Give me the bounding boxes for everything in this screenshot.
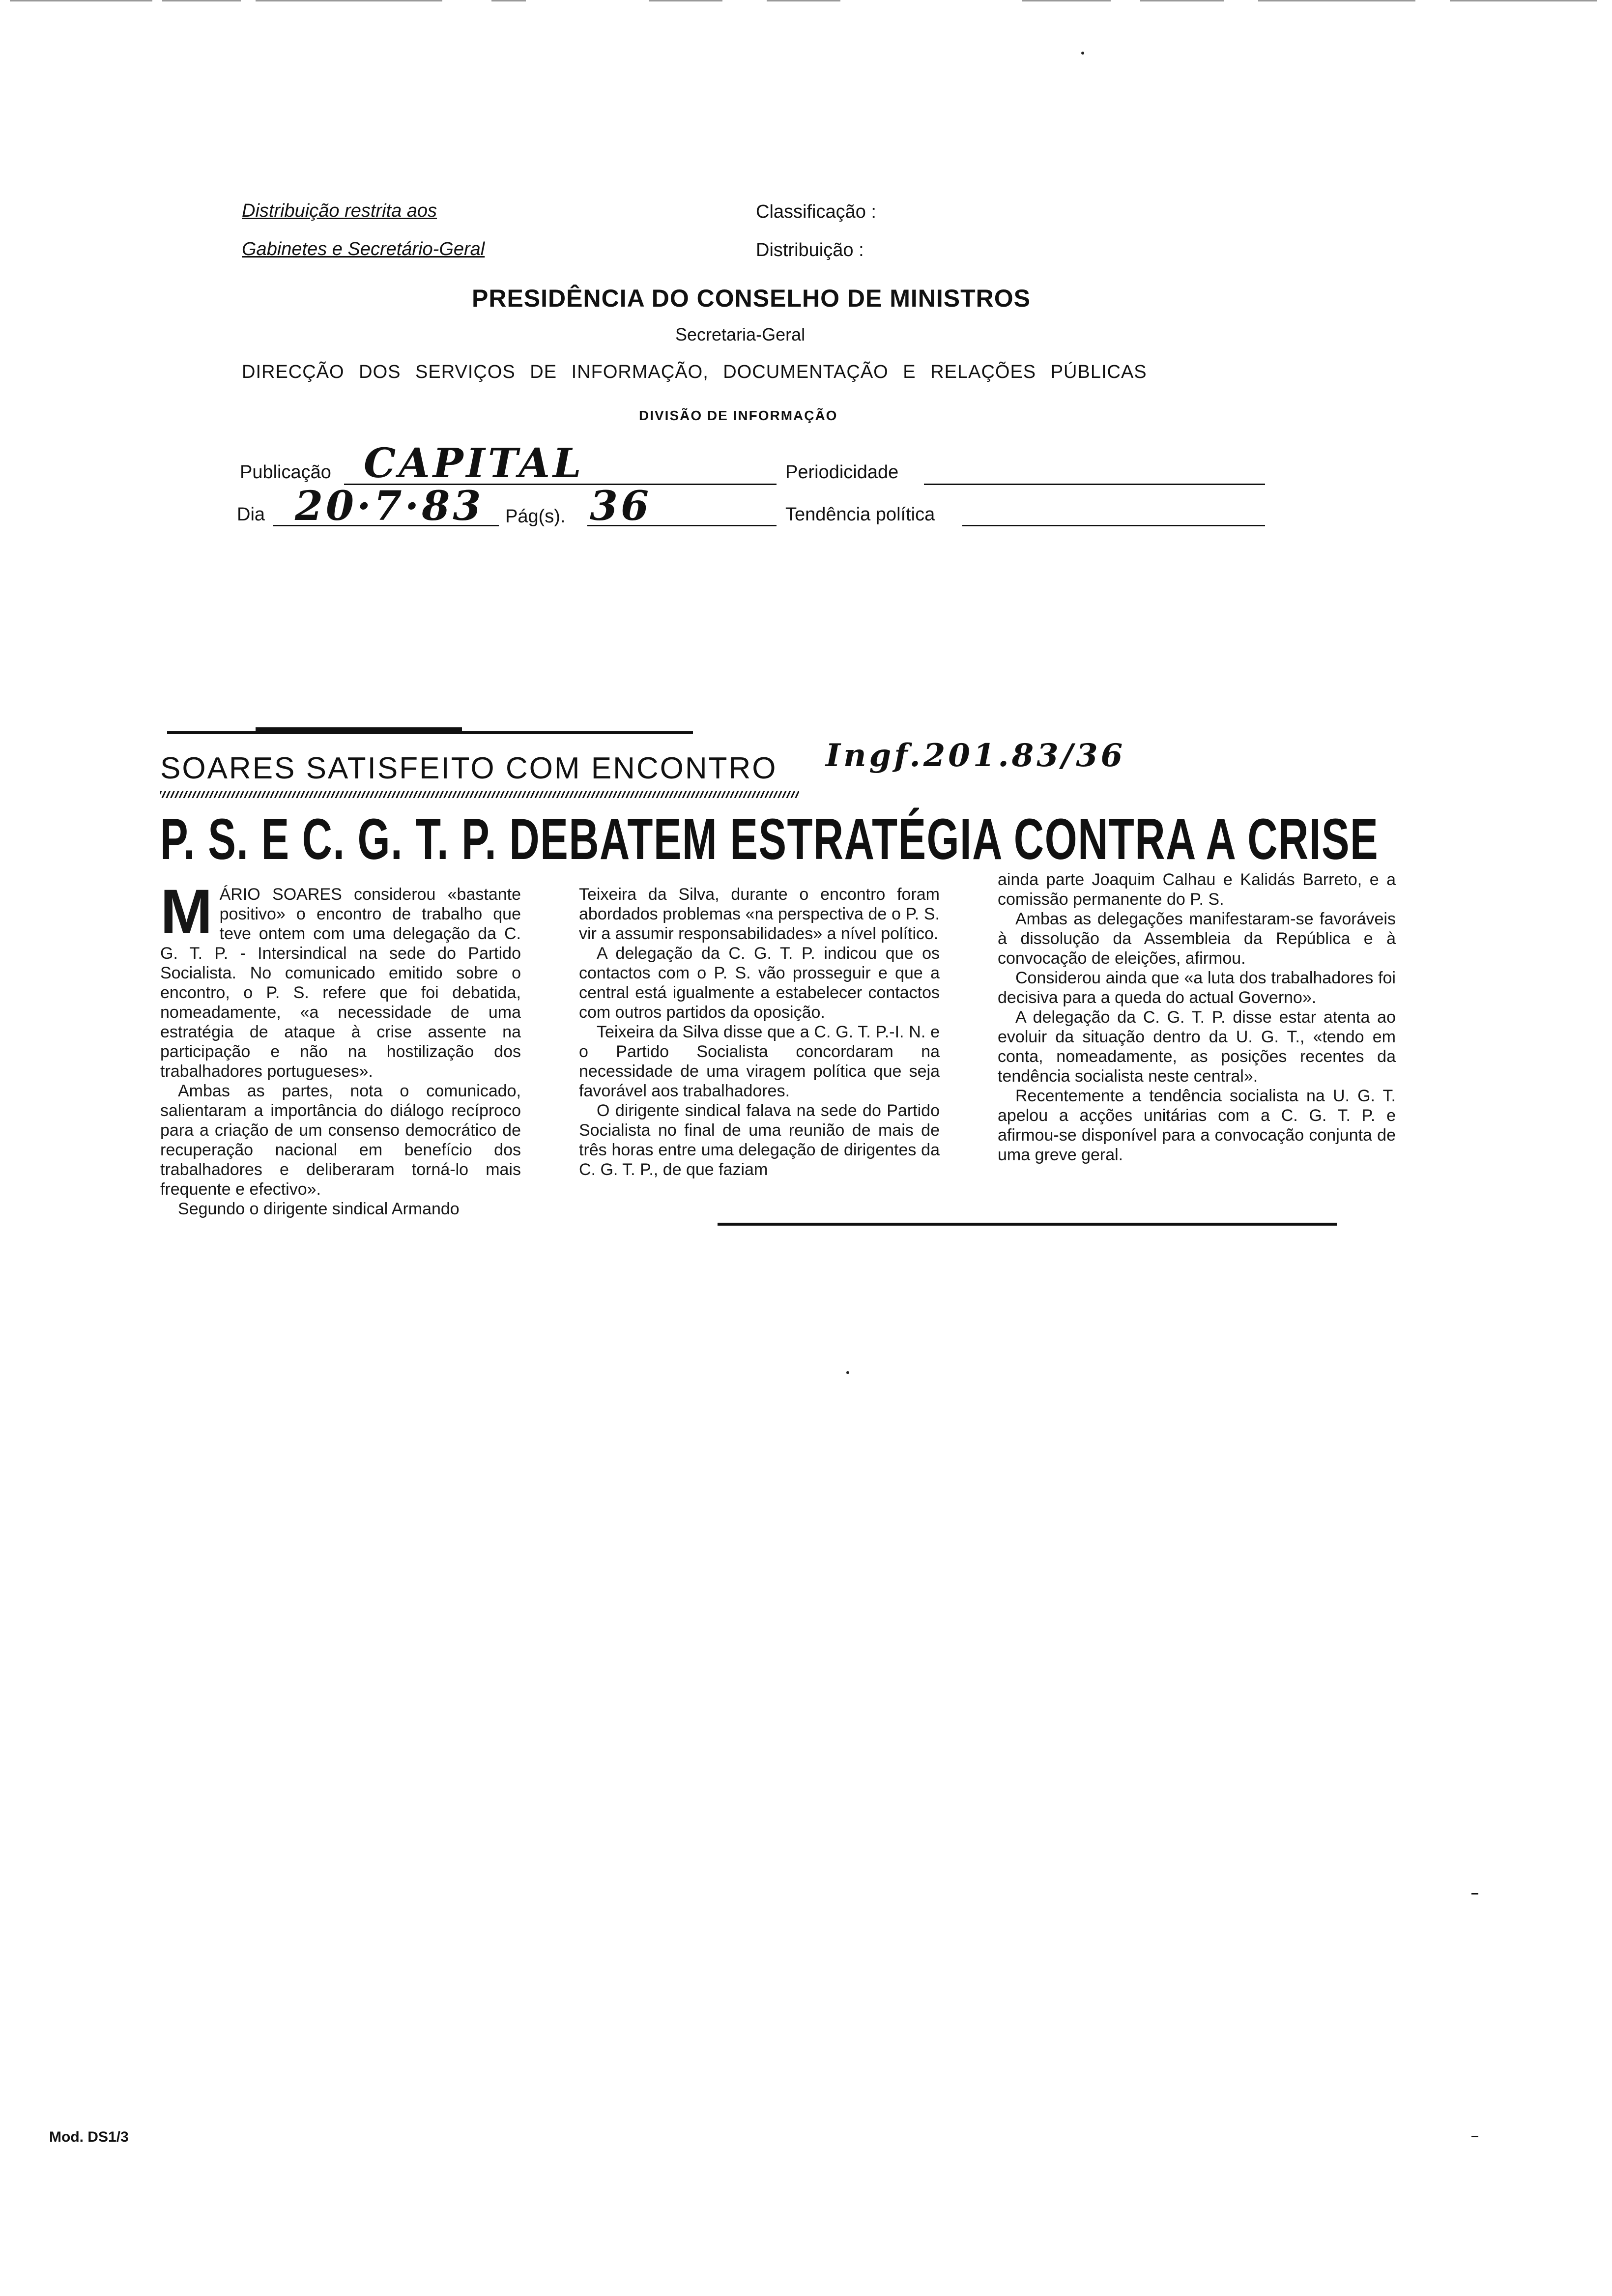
distribuicao-label: Distribuição : (756, 240, 864, 260)
scan-mark (1022, 0, 1111, 1)
tendencia-label: Tendência política (785, 504, 935, 525)
scan-mark (767, 0, 840, 1)
article-paragraph: Ambas as partes, nota o comunicado, salientaram a importância do diálogo recíproco para a criação de um consenso democrático de recuperação nacional em benefício dos trabalhadores e deliberaram torná-lo mais frequente e efectivo». (160, 1082, 521, 1199)
article-paragraph: Teixeira da Silva, durante o encontro foram abordados problemas «na perspectiva de o P. S. vir a assumir responsabilidades» a nível político. (579, 885, 940, 943)
scan-mark (649, 0, 722, 1)
secretaria-subtitle: Secretaria-Geral (675, 324, 806, 344)
drop-cap: M (160, 877, 213, 947)
form-model-code: Mod. DS1/3 (49, 2129, 129, 2145)
handwritten-annotation: Ingf.201.83/36 (826, 737, 1126, 774)
pags-handwritten: 36 (590, 483, 652, 530)
scan-mark (1450, 0, 1597, 1)
margin-tick (1471, 2136, 1478, 2137)
article-paragraph: A delegação da C. G. T. P. disse estar atenta ao evoluir da situação dentro da U. G. T., «tendo em conta, nomeadamente, as posições recentes da tendência socialista neste central». (998, 1008, 1396, 1086)
dia-handwritten: 20·7·83 (295, 483, 484, 530)
scan-mark (10, 0, 152, 1)
clipping-headline: P. S. E C. G. T. P. DEBATEM ESTRATÉGIA CONTRA A CRISE (160, 807, 1379, 872)
clipping-kicker: SOARES SATISFEITO COM ENCONTRO (160, 751, 777, 785)
clipping-top-rule (167, 731, 693, 734)
article-paragraph: Ambas as delegações manifestaram-se favoráveis à dissolução da Assembleia da República e à convocação de eleições, afirmou. (998, 910, 1396, 968)
periodicidade-label: Periodicidade (785, 462, 899, 483)
article-column-2 (579, 885, 940, 1179)
article-paragraph: Teixeira da Silva disse que a C. G. T. P.-I. N. e o Partido Socialista concordaram na necessidade de uma viragem política que seja favorável aos trabalhadores. (579, 1023, 940, 1100)
kicker-hatch-rule (160, 791, 799, 798)
publicacao-handwritten: CAPITAL (364, 440, 584, 487)
scan-mark (491, 0, 526, 1)
tendencia-line (962, 525, 1265, 526)
article-paragraph: Segundo o dirigente sindical Armando (178, 1200, 460, 1218)
article-paragraph: MÁRIO SOARES considerou «bastante positivo» o encontro de trabalho que teve ontem com uma delegação da C. G. T. P. - Intersindical na sede do Partido Socialista. No comunicado emitido sobre o encontro, o P. S. refere que foi debatida, nomeadamente, «a necessidade de uma estratégia de ataque à crise assente na participação e não na hostilização dos trabalhadores portugueses». (160, 877, 521, 1081)
scan-mark (1258, 0, 1415, 1)
scan-mark (256, 0, 442, 1)
dia-label: Dia (237, 504, 265, 525)
periodicidade-line (924, 484, 1265, 485)
speck (846, 1371, 849, 1374)
article-paragraph: O dirigente sindical falava na sede do Partido Socialista no final de uma reunião de mais de três horas entre uma delegação de dirigentes da C. G. T. P., de que faziam (579, 1101, 940, 1179)
restricted-distribution-line1: Distribuição restrita aos (242, 201, 437, 221)
clipping-bottom-rule (718, 1223, 1337, 1226)
article-paragraph: A delegação da C. G. T. P. indicou que os contactos com o P. S. vão prosseguir e que a central está igualmente a estabelecer contactos com outros partidos da oposição. (579, 944, 940, 1022)
article-paragraph: Recentemente a tendência socialista na U. G. T. apelou a acções unitárias com a C. G. T. P. e afirmou-se disponível para a convocação conjunta de uma greve geral. (998, 1087, 1396, 1164)
speck (1081, 52, 1084, 55)
clipping-top-rule-thick (256, 727, 462, 731)
publicacao-label: Publicação (240, 462, 331, 483)
article-paragraph: ainda parte Joaquim Calhau e Kalidás Barreto, e a comissão permanente do P. S. (998, 870, 1396, 909)
restricted-distribution-line2: Gabinetes e Secretário-Geral (242, 239, 485, 259)
article-column-1 (160, 877, 521, 1219)
margin-tick (1471, 1893, 1478, 1894)
direccao-line: DIRECÇÃO DOS SERVIÇOS DE INFORMAÇÃO, DOCUMENTAÇÃO E RELAÇÕES PÚBLICAS (242, 362, 1147, 382)
article-column-3 (998, 870, 1396, 1165)
scan-mark (162, 0, 241, 1)
classificacao-label: Classificação : (756, 201, 876, 222)
scan-mark (1140, 0, 1224, 1)
article-paragraph: Considerou ainda que «a luta dos trabalhadores foi decisiva para a queda do actual Governo». (998, 969, 1396, 1007)
divisao-line: DIVISÃO DE INFORMAÇÃO (639, 408, 838, 423)
pags-label: Pág(s). (505, 506, 566, 527)
ministry-title: PRESIDÊNCIA DO CONSELHO DE MINISTROS (472, 285, 1031, 312)
